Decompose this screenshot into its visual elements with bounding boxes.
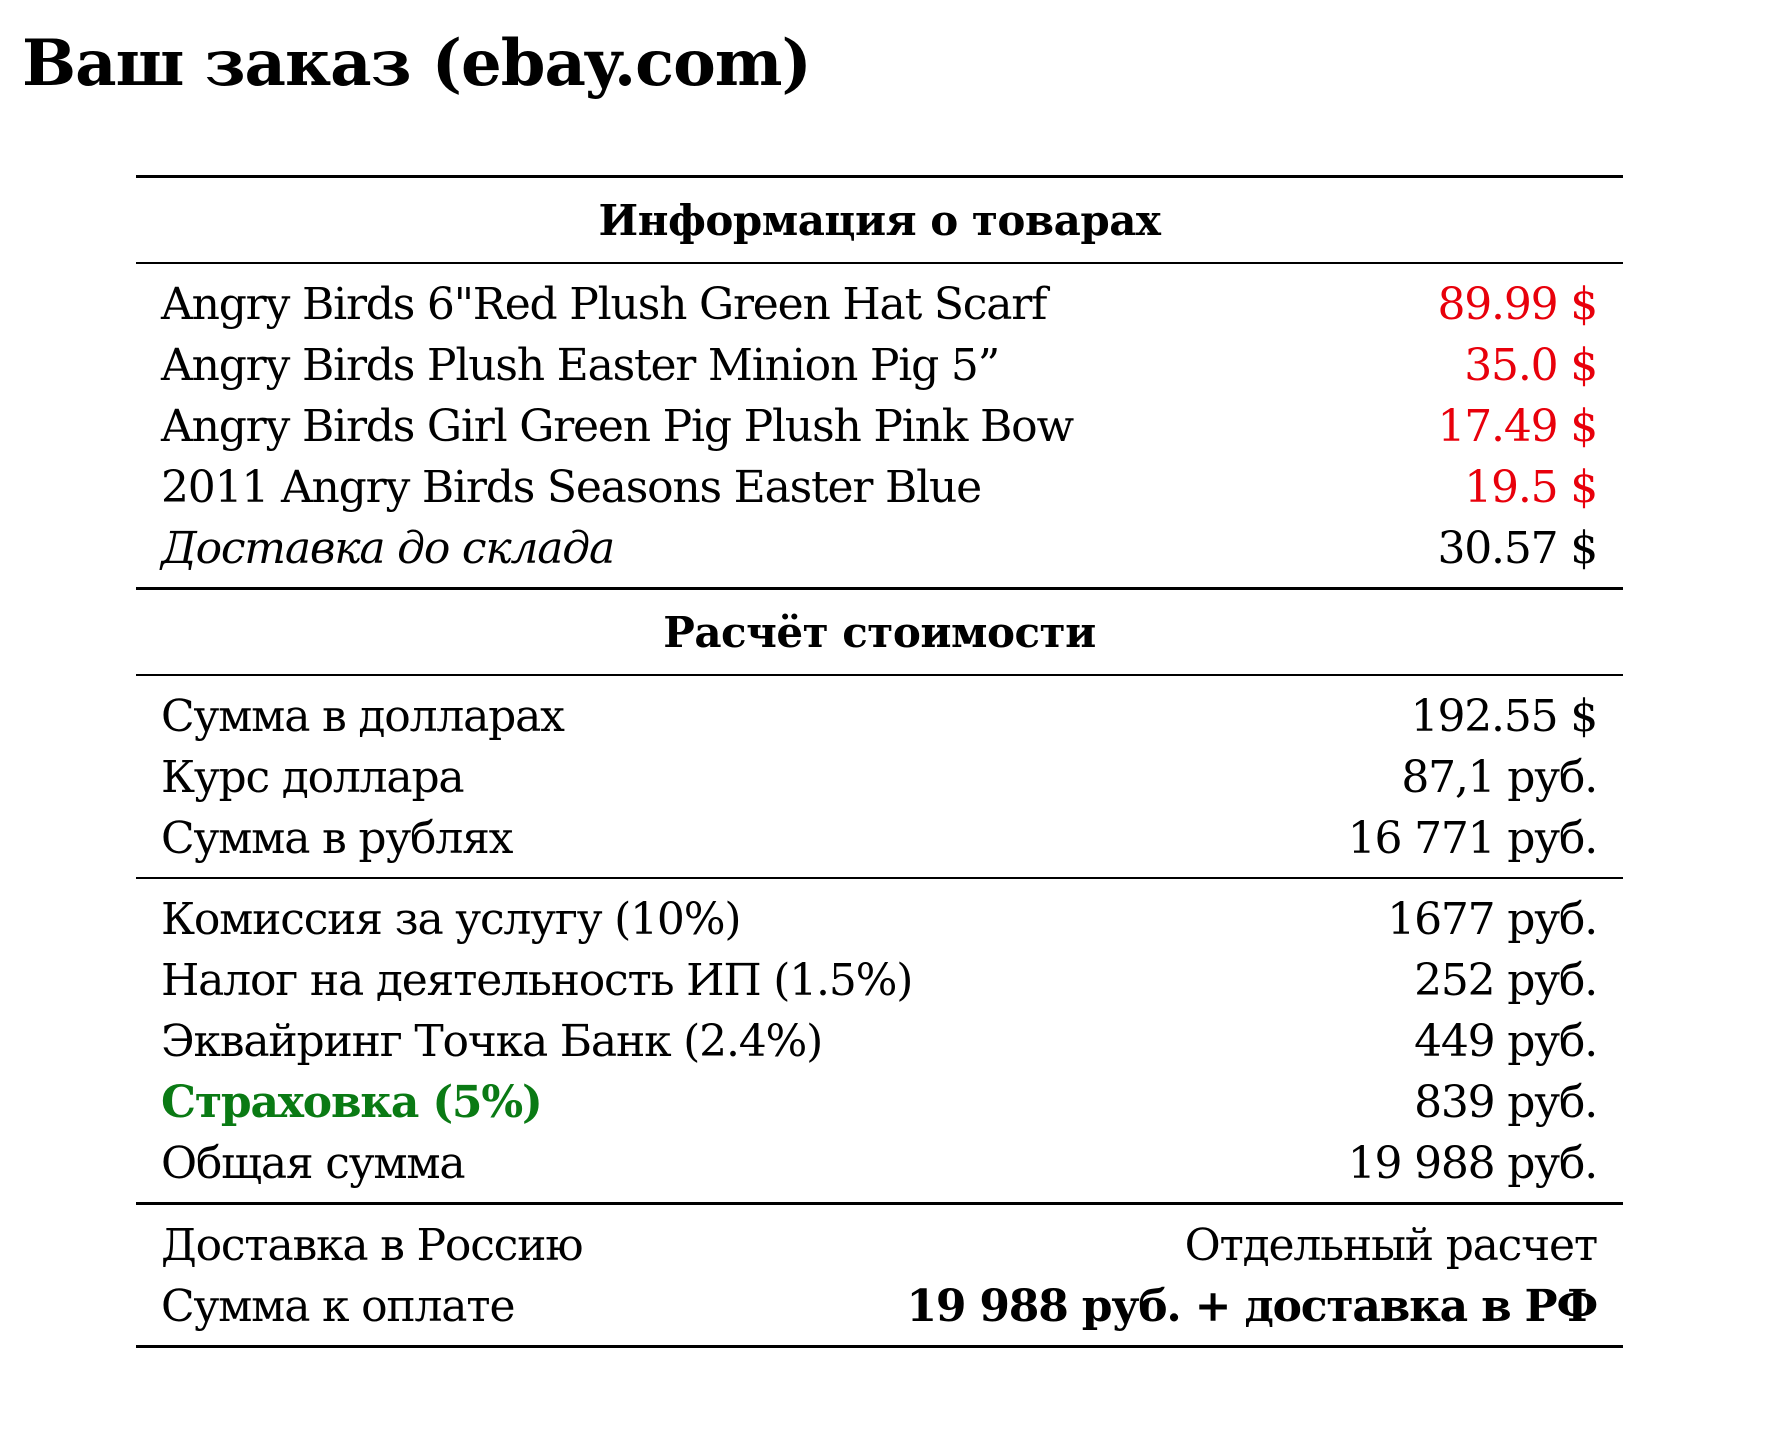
sum-rub-label: Сумма в рублях [161,813,513,864]
order-summary-table [136,175,1623,1348]
acquiring-value: 449 руб. [1414,1016,1597,1067]
final-list [136,1205,1623,1345]
fees-list [136,879,1623,1202]
sum-usd-label: Сумма в долларах [161,691,564,742]
item-price: 19.5 $ [1464,462,1597,513]
item-name: Angry Birds Plush Easter Minion Pig 5” [161,340,999,391]
exchange-rate-row [136,747,1623,808]
item-row [136,274,1623,335]
total-label: Общая сумма [161,1138,465,1189]
russia-shipping-label: Доставка в Россию [161,1220,583,1271]
goods-list [136,264,1623,587]
item-price: 35.0 $ [1464,340,1597,391]
warehouse-shipping-value: 30.57 $ [1437,523,1597,574]
sum-rub-row [136,808,1623,869]
sum-usd-row [136,686,1623,747]
sum-rub-value: 16 771 руб. [1347,813,1597,864]
tax-label: Налог на деятельность ИП (1.5%) [161,955,913,1006]
sum-usd-value: 192.55 $ [1410,691,1597,742]
total-value: 19 988 руб. [1347,1138,1597,1189]
conversion-list [136,676,1623,877]
tax-row [136,950,1623,1011]
acquiring-label: Эквайринг Точка Банк (2.4%) [161,1016,823,1067]
table-bottom-rule [136,1345,1623,1348]
warehouse-shipping-label: Доставка до склада [161,523,615,574]
exchange-rate-label: Курс доллара [161,752,464,803]
insurance-label: Страховка (5%) [161,1077,542,1128]
item-name: Angry Birds 6"Red Plush Green Hat Scarf [161,279,1047,330]
calc-section-header: Расчёт стоимости [663,607,1096,657]
item-name: 2011 Angry Birds Seasons Easter Blue [161,462,981,513]
total-row [136,1133,1623,1194]
item-price: 17.49 $ [1437,401,1597,452]
item-price: 89.99 $ [1437,279,1597,330]
item-row [136,457,1623,518]
commission-label: Комиссия за услугу (10%) [161,894,741,945]
insurance-value: 839 руб. [1414,1077,1597,1128]
item-row [136,335,1623,396]
item-row [136,396,1623,457]
item-name: Angry Birds Girl Green Pig Plush Pink Bow [161,401,1073,452]
acquiring-row [136,1011,1623,1072]
goods-section-header: Информация о товарах [598,195,1161,245]
amount-due-row [136,1276,1623,1337]
amount-due-label: Сумма к оплате [161,1281,515,1332]
warehouse-shipping-row [136,518,1623,579]
commission-value: 1677 руб. [1387,894,1597,945]
insurance-row [136,1072,1623,1133]
commission-row [136,889,1623,950]
russia-shipping-row [136,1215,1623,1276]
amount-due-value: 19 988 руб. + доставка в РФ [906,1281,1597,1332]
russia-shipping-value: Отдельный расчет [1184,1220,1597,1271]
exchange-rate-value: 87,1 руб. [1401,752,1597,803]
page-title: Ваш заказ (ebay.com) [22,26,811,101]
tax-value: 252 руб. [1414,955,1597,1006]
